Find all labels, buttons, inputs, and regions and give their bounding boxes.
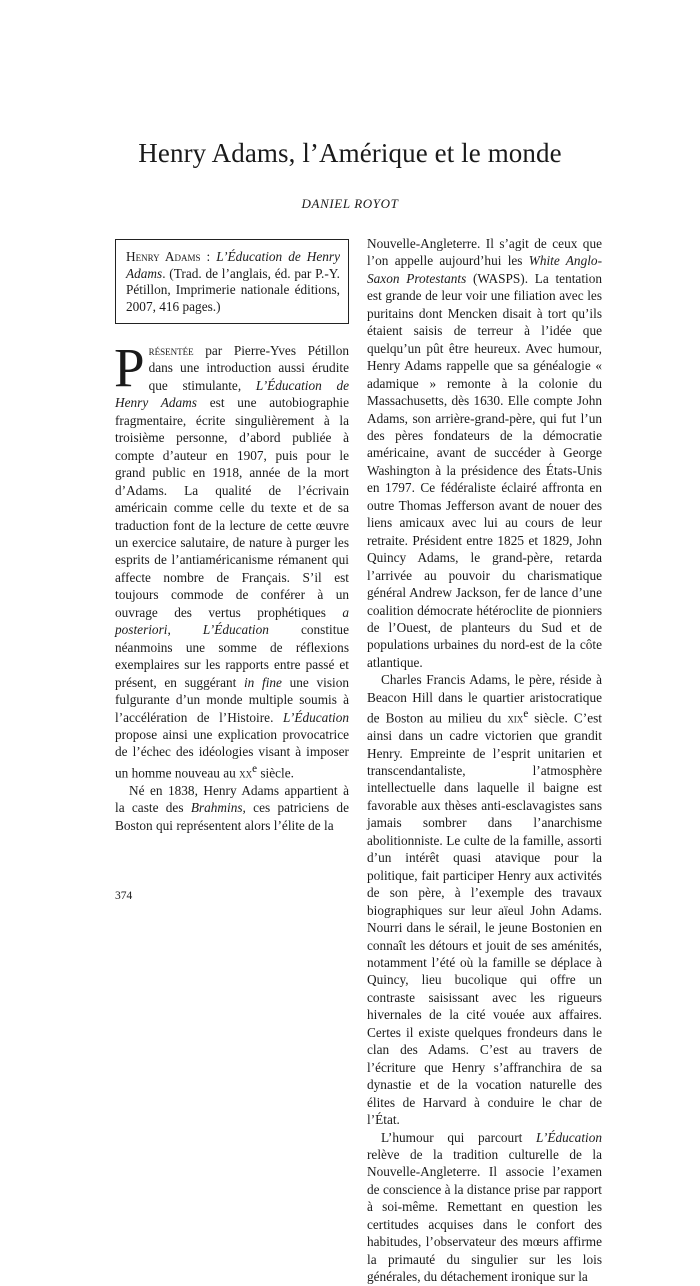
review-book-title: L’Éducation de Henry Adams (126, 249, 340, 281)
left-column (115, 239, 349, 834)
paragraph-2: Né en 1838, Henry Adams appartient à la caste des Brahmins, ces patriciens de Boston qui représentent alors l’élite de la (115, 782, 349, 833)
article-title: Henry Adams, l’Amérique et le monde (138, 138, 562, 168)
paragraph-4: L’humour qui parcourt L’Éducation relève de la tradition culturelle de la Nouvelle-Angleterre. Il associe l’examen de conscience à la distance prise par rapport à soi-même. Remettant en question les certitudes acquises dans le confort des habitudes, l’observateur des mœurs affirme la primauté du singulier sur les lois générales, du détachement ironique sur la (367, 1129, 602, 1285)
page-number: 374 (115, 890, 133, 902)
article-author: DANIEL ROYOT (301, 196, 399, 211)
review-details: . (Trad. de l’anglais, éd. par P.-Y. Pétillon, Imprimerie nationale éditions, 2007, 416 pages.) (126, 265, 340, 314)
drop-cap: P (114, 337, 145, 398)
review-box: Henry Adams : L’Éducation de Henry Adams. (Trad. de l’anglais, éd. par P.-Y. Pétillon, Imprimerie nationale éditions, 2007, 416 pages.) (115, 239, 349, 324)
review-book-author: Henry Adams (126, 249, 201, 264)
paragraph-2-continued: Nouvelle-Angleterre. Il s’agit de ceux que l’on appelle aujourd’hui les White Anglo-Saxon Protestants (WASPS). La tentation est grande de leur voir une filiation avec les puritains dont Mencken disait à tort qu’ils étaient saisis de terreur à l’idée que quelqu’un pût être heureux. Avec humour, Henry Adams rappelle que sa généalogie « adamique » remonte à la colonie du Massachusetts, dès 1630. Elle compte John Adams, son arrière-grand-père, qui fut l’un des pères fondateurs de la démocratie américaine, avant de succéder à George Washington à la présidence des États-Unis en 1797. Ce fédéraliste éclairé affronta en outre Thomas Jefferson avant de nouer des liens amicaux avec lui au cours de leur retraite. Président entre 1825 et 1829, John Quincy Adams, le grand-père, retarda l’arrivée au pouvoir du charismatique général Andrew Jackson, fer de lance d’une coalition démocrate hétéroclite de pionniers de l’Ouest, de planteurs du Sud et de populations urbaines du nord-est de la côte atlantique. (367, 236, 603, 670)
paragraph-3: Charles Francis Adams, le père, réside à Beacon Hill dans le quartier aristocratique de Boston au milieu du xix$^e$ siècle. C’est ainsi dans un cadre victorien que grandit Henry. Empreinte de l’esprit unitarien et transcendantaliste, l’atmosphère intellectuelle dans laquelle il baigne est favorable aux thèses anti-esclavagistes sans jamais sombrer dans l’anarchisme abolitionniste. Le culte de la famille, assorti d’un intérêt quasi atavique pour la politique, fait participer Henry aux activités de son père, à l’exemple des travaux biographiques sur leur aïeul John Adams. Nourri dans le sérail, le jeune Bostonien en connaît les détours et jouit de ses aménités, notamment l’été où la famille se déplace à Quincy, lieu bucolique qui offre un contraste saisissant avec les rigueurs hivernales de la cité vouée aux affaires. Certes il existe quelques frondeurs dans le clan des Adams. C’est au travers de l’écriture que Henry s’affranchira de sa dynastie et de la vocation naturelle des élites de Harvard à conduire le char de l’État. (367, 672, 602, 1128)
right-column (367, 235, 602, 1286)
paragraph-1: Présentée par Pierre-Yves Pétillon dans une introduction aussi érudite que stimulante, L’Éducation de Henry Adams est une autobiographie fragmentaire, écrite singulièrement à la troisième personne, d’abord publiée à compte d’auteur en 1907, puis pour le grand public en 1918, année de la mort d’Adams. La qualité de l’écrivain américain comme celle du texte et de sa traduction font de la lecture de cette œuvre un exercice salutaire, de nature à purger les esprits de l’antiaméricanisme rémanent qui affecte nombre de Français. S’il est toujours commode de conférer à un ouvrage des vertus prophétiques a posteriori, L’Éducation constitue néanmoins une somme de réflexions exemplaires sur les rapports entre passé et présent, en suggérant in fine une vision fulgurante d’un monde multiple soumis à l’accélération de l’Histoire. L’Éducation propose ainsi une explication provocatrice de l’échec des idéologies visant à imposer un homme nouveau au $xx^e$ siècle. (114, 337, 350, 781)
